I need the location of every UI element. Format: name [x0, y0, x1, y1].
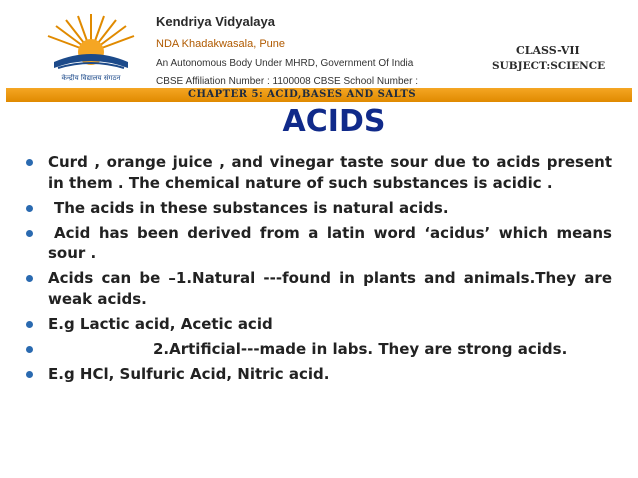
subject-label: SUBJECT:SCIENCE — [492, 60, 606, 72]
bullet-text: E.g HCl, Sulfuric Acid, Nitric acid. — [48, 364, 330, 383]
logo-caption: केन्द्रीय विद्यालय संगठन — [61, 74, 121, 82]
bullet-item — [26, 314, 612, 335]
chapter-title: CHAPTER 5: ACID,BASES AND SALTS — [188, 89, 417, 100]
slide-title: ACIDS — [282, 104, 386, 139]
bullet-text: Acid has been derived from a latin word ‘acidus’ which means sour . — [48, 223, 612, 262]
bullet-item — [26, 339, 612, 360]
bullet-text: The acids in these substances is natural acids. — [54, 198, 449, 217]
bullet-text: Curd , orange juice , and vinegar taste sour due to acids present in them . The chemical nature of such substances is acidic . — [48, 153, 612, 192]
bullet-text: E.g Lactic acid, Acetic acid — [48, 314, 273, 333]
bullet-item — [26, 268, 612, 309]
bullet-icon — [26, 275, 33, 282]
bullet-icon — [26, 371, 33, 378]
school-name: Kendriya Vidyalaya — [156, 14, 275, 29]
bullet-item — [26, 223, 612, 264]
kvs-logo — [36, 12, 146, 88]
bullet-list — [26, 152, 612, 389]
bullet-text: 2.Artificial---made in labs. They are strong acids. — [153, 339, 568, 358]
bullet-icon — [26, 230, 33, 237]
bullet-item — [26, 198, 612, 219]
class-label: CLASS-VII — [516, 44, 580, 57]
bullet-icon — [26, 321, 33, 328]
bullet-text: Acids can be –1.Natural ---found in plants and animals.They are weak acids. — [48, 269, 612, 308]
school-location: NDA Khadakwasala, Pune — [156, 38, 286, 50]
bullet-icon — [26, 346, 33, 353]
school-header — [6, 4, 632, 100]
bullet-icon — [26, 205, 33, 212]
cbse-affiliation-line: CBSE Affiliation Number : 1100008 CBSE School Number : — [156, 76, 418, 87]
bullet-icon — [26, 159, 33, 166]
bullet-item — [26, 364, 612, 385]
bullet-item — [26, 152, 612, 193]
autonomous-body-line: An Autonomous Body Under MHRD, Government Of India — [156, 58, 414, 69]
